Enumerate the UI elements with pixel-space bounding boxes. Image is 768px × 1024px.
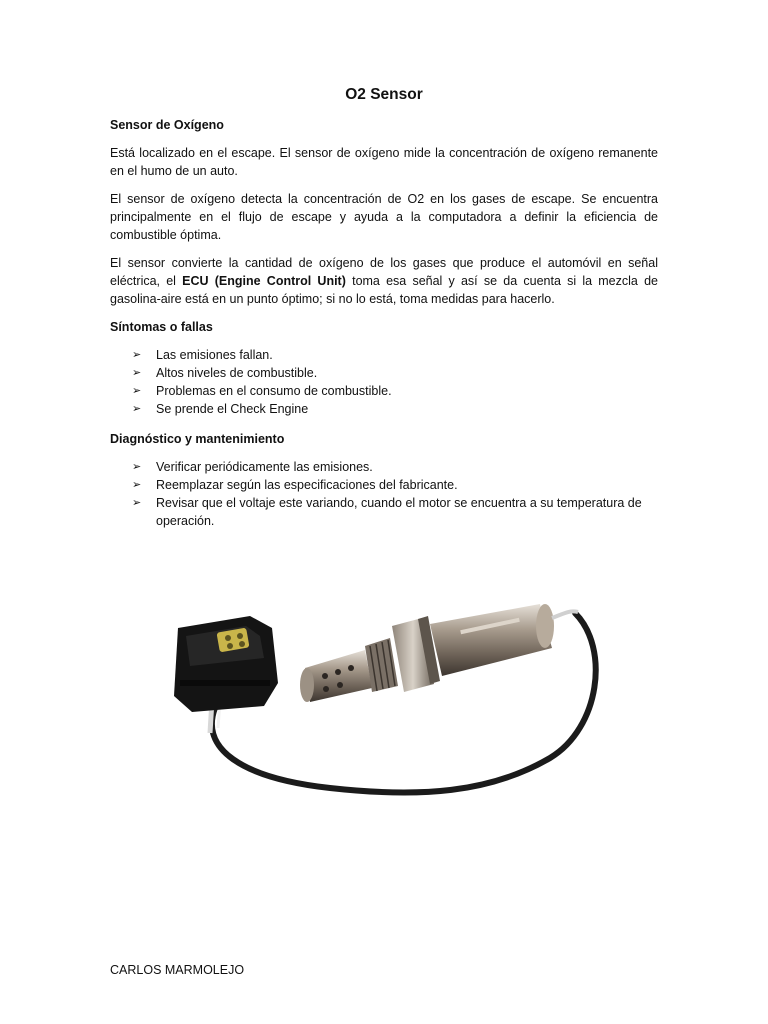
connector-shape bbox=[174, 616, 278, 712]
list-item-text: Verificar periódicamente las emisiones. bbox=[156, 460, 373, 474]
symptoms-list bbox=[110, 346, 658, 418]
paragraph-ecu-text-2: toma esa señal y así se da cuenta si la mezcla de gasolina-aire está en un punto óptimo; si no lo está, toma medidas para hacerlo. bbox=[110, 274, 658, 306]
list-item bbox=[110, 400, 658, 418]
list-item-text: Altos niveles de combustible. bbox=[156, 366, 318, 380]
list-item bbox=[110, 494, 658, 530]
paragraph-ecu bbox=[110, 254, 658, 308]
list-item-text: Las emisiones fallan. bbox=[156, 348, 273, 362]
arrow-bullet-icon: ➢ bbox=[132, 497, 142, 509]
maintenance-list bbox=[110, 458, 658, 530]
paragraph-location: Está localizado en el escape. El sensor de oxígeno mide la concentración de oxígeno remanente en el humo de un auto. bbox=[110, 146, 658, 178]
list-item bbox=[110, 382, 658, 400]
document-body bbox=[110, 86, 658, 542]
arrow-bullet-icon: ➢ bbox=[132, 367, 142, 379]
author-footer: CARLOS MARMOLEJO bbox=[110, 963, 245, 977]
arrow-bullet-icon: ➢ bbox=[132, 385, 142, 397]
page-title: O2 Sensor bbox=[345, 86, 423, 103]
list-item bbox=[110, 346, 658, 364]
list-item-text: Se prende el Check Engine bbox=[156, 402, 309, 416]
paragraph-ecu-text-1: El sensor convierte la cantidad de oxígeno de los gases que produce el automóvil en señal eléctrica, el bbox=[110, 256, 658, 288]
arrow-bullet-icon: ➢ bbox=[132, 479, 142, 491]
section-heading-maintenance: Diagnóstico y mantenimiento bbox=[110, 432, 285, 446]
paragraph-detection: El sensor de oxígeno detecta la concentración de O2 en los gases de escape. Se encuentra principalmente en el flujo de escape y ayuda a la computadora a definir la eficiencia de combustible óptima. bbox=[110, 192, 658, 242]
sensor-probe-shape bbox=[300, 604, 554, 702]
list-item-text: Reemplazar según las especificaciones del fabricante. bbox=[156, 478, 458, 492]
list-item bbox=[110, 458, 658, 476]
list-item bbox=[110, 476, 658, 494]
list-item bbox=[110, 364, 658, 382]
ecu-term: ECU (Engine Control Unit) bbox=[182, 274, 346, 288]
o2-sensor-image bbox=[160, 588, 610, 808]
arrow-bullet-icon: ➢ bbox=[132, 461, 142, 473]
arrow-bullet-icon: ➢ bbox=[132, 403, 142, 415]
list-item-text: Problemas en el consumo de combustible. bbox=[156, 384, 392, 398]
section-heading-symptoms: Síntomas o fallas bbox=[110, 320, 213, 334]
list-item-text: Revisar que el voltaje este variando, cuando el motor se encuentra a su temperatura de operación. bbox=[156, 496, 642, 528]
section-heading-sensor: Sensor de Oxígeno bbox=[110, 118, 224, 132]
arrow-bullet-icon: ➢ bbox=[132, 349, 142, 361]
